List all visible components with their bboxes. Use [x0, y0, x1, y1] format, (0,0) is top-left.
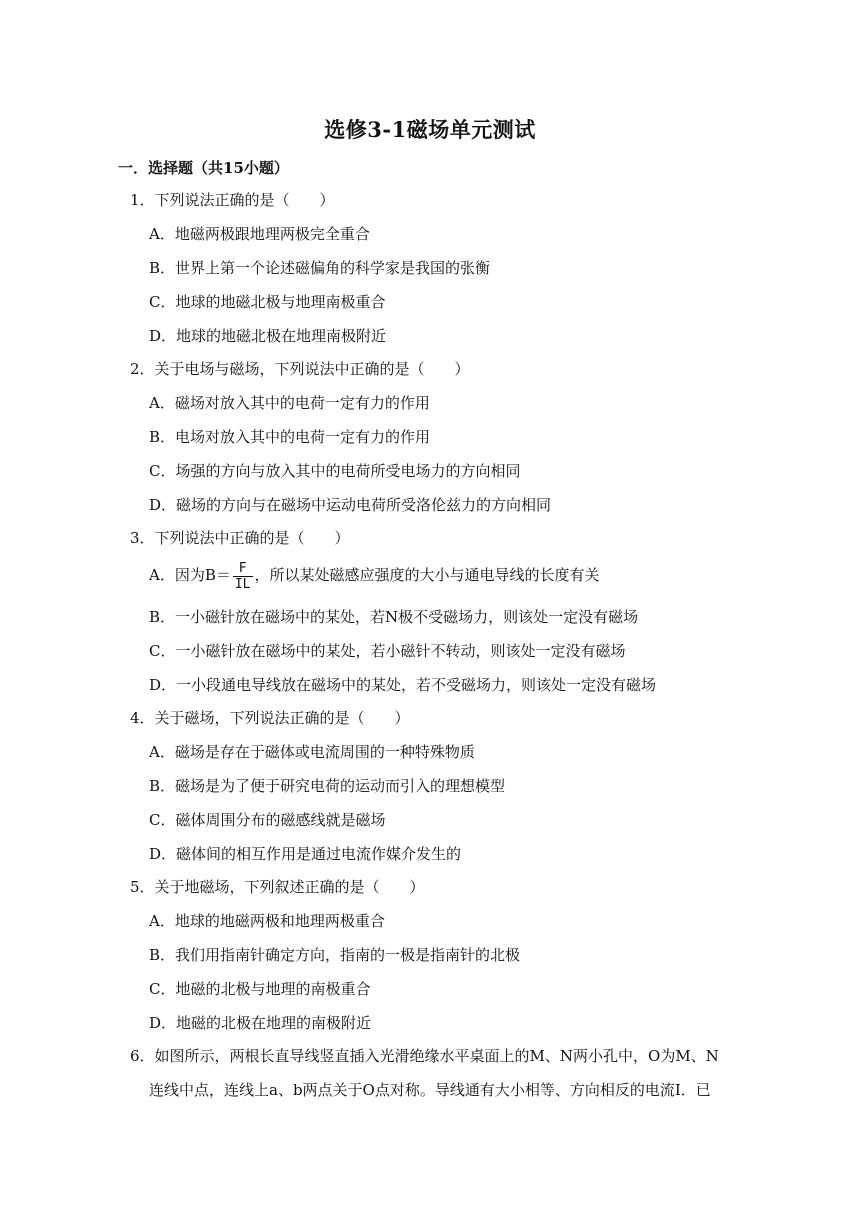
question-5-option-d: D．地磁的北极在地理的南极附近: [149, 1014, 372, 1032]
question-4-option-b: B．磁场是为了便于研究电荷的运动而引入的理想模型: [149, 777, 506, 795]
question-3-option-c: C．一小磁针放在磁场中的某处，若小磁针不转动，则该处一定没有磁场: [149, 642, 626, 660]
question-3-option-d: D．一小段通电导线放在磁场中的某处，若不受磁场力，则该处一定没有磁场: [149, 676, 657, 694]
question-2-option-c: C．场强的方向与放入其中的电荷所受电场力的方向相同: [149, 462, 521, 480]
fraction-denominator: IL: [234, 576, 251, 592]
question-2-option-b: B．电场对放入其中的电荷一定有力的作用: [149, 428, 431, 446]
question-1-option-d: D．地球的地磁北极在地理南极附近: [149, 327, 387, 345]
section-heading: 一．选择题（共15小题）: [118, 159, 289, 177]
question-2-option-d: D．磁场的方向与在磁场中运动电荷所受洛伦兹力的方向相同: [149, 496, 552, 514]
question-6-stem-continued: 连线中点，连线上a、b两点关于O点对称。导线通有大小相等、方向相反的电流I．已: [149, 1081, 711, 1099]
question-1-stem: 1．下列说法正确的是（ ）: [130, 191, 335, 209]
fraction-numerator: F: [233, 561, 253, 577]
question-4-option-a: A．磁场是存在于磁体或电流周围的一种特殊物质: [149, 743, 475, 761]
page-title: 选修3-1磁场单元测试: [324, 117, 536, 142]
question-4-option-c: C．磁体周围分布的磁感线就是磁场: [149, 811, 386, 829]
question-3-option-a: [149, 560, 600, 592]
option-a-prefix: A．因为B＝: [149, 566, 231, 584]
question-1-option-a: A．地磁两极跟地理两极完全重合: [149, 225, 370, 243]
question-3-stem: 3．下列说法中正确的是（ ）: [130, 529, 350, 547]
question-5-option-c: C．地磁的北极与地理的南极重合: [149, 980, 371, 998]
question-2-option-a: A．磁场对放入其中的电荷一定有力的作用: [149, 394, 430, 412]
question-5-option-b: B．我们用指南针确定方向，指南的一极是指南针的北极: [149, 946, 521, 964]
question-5-option-a: A．地球的地磁两极和地理两极重合: [149, 912, 385, 930]
question-2-stem: 2．关于电场与磁场，下列说法中正确的是（ ）: [130, 360, 470, 378]
fraction-f-over-il: [233, 561, 253, 592]
question-1-option-c: C．地球的地磁北极与地理南极重合: [149, 293, 386, 311]
question-1-option-b: B．世界上第一个论述磁偏角的科学家是我国的张衡: [149, 259, 491, 277]
question-4-option-d: D．磁体间的相互作用是通过电流作媒介发生的: [149, 845, 462, 863]
question-4-stem: 4．关于磁场，下列说法正确的是（ ）: [130, 709, 410, 727]
question-5-stem: 5．关于地磁场，下列叙述正确的是（ ）: [130, 878, 425, 896]
question-3-option-b: B．一小磁针放在磁场中的某处，若N极不受磁场力，则该处一定没有磁场: [149, 608, 639, 626]
option-a-suffix: ，所以某处磁感应强度的大小与通电导线的长度有关: [254, 566, 600, 584]
question-6-stem: 6．如图所示，两根长直导线竖直插入光滑绝缘水平桌面上的M、N两小孔中，O为M、N: [130, 1047, 719, 1065]
